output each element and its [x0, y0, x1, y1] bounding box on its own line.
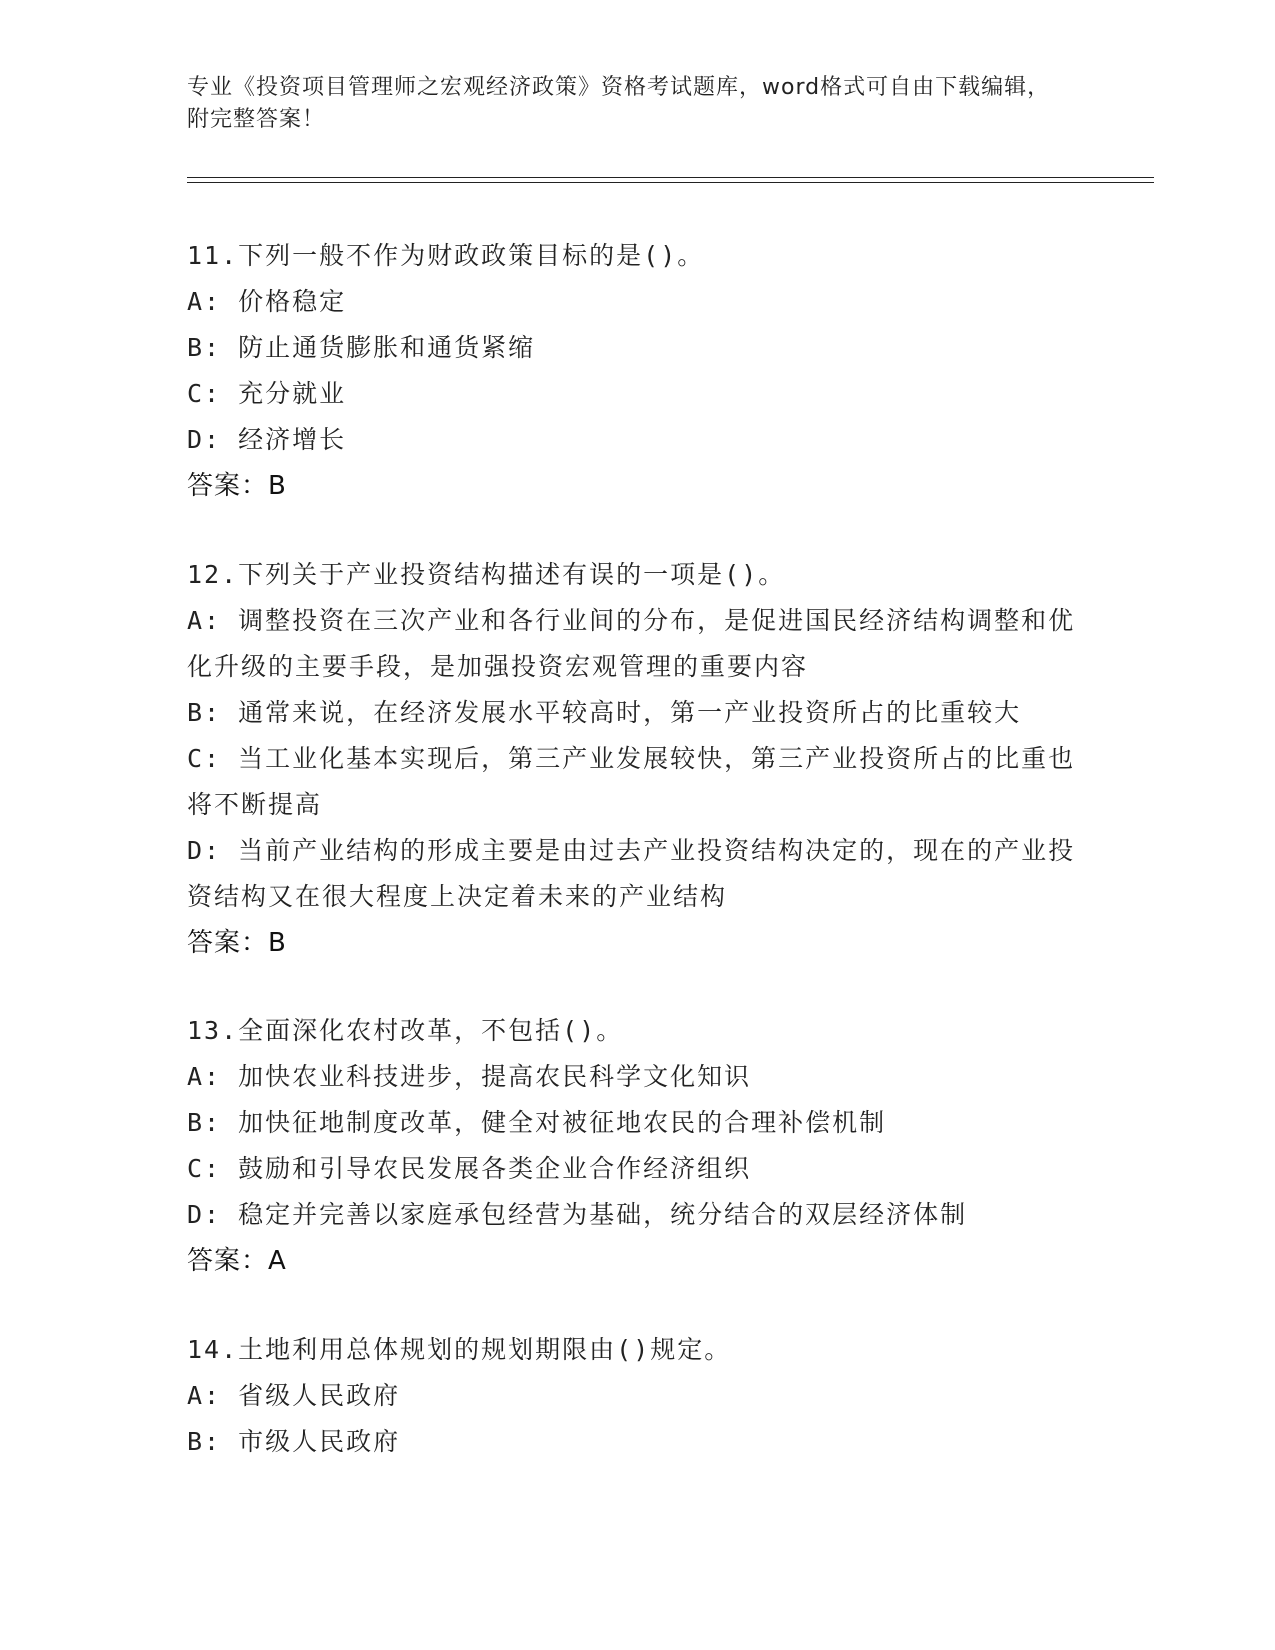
option-a: A: 加快农业科技进步，提高农民科学文化知识: [187, 1062, 752, 1091]
question-stem: 13.全面深化农村改革，不包括()。: [187, 1016, 624, 1045]
document-header: 专业《投资项目管理师之宏观经济政策》资格考试题库，word格式可自由下载编辑，附完整答案！: [187, 75, 1051, 132]
option-b: B: 市级人民政府: [187, 1427, 401, 1456]
question-14: [187, 1327, 1077, 1465]
option-a: A: 调整投资在三次产业和各行业间的分布，是促进国民经济结构调整和优化升级的主要手段，是加强投资宏观管理的重要内容: [187, 606, 1076, 681]
header-divider-bottom: [187, 182, 1154, 183]
option-d: D: 稳定并完善以家庭承包经营为基础，统分结合的双层经济体制: [187, 1200, 968, 1229]
option-c: C: 当工业化基本实现后，第三产业发展较快，第三产业投资所占的比重也将不断提高: [187, 744, 1076, 819]
answer-label: 答案：B: [187, 928, 287, 958]
question-stem: 14.土地利用总体规划的规划期限由()规定。: [187, 1335, 732, 1364]
option-d: D: 当前产业结构的形成主要是由过去产业投资结构决定的，现在的产业投资结构又在很大程度上决定着未来的产业结构: [187, 836, 1076, 911]
answer-label: 答案：A: [187, 1246, 287, 1276]
option-c: C: 充分就业: [187, 379, 347, 408]
header-divider-top: [187, 177, 1154, 178]
option-a: A: 价格稳定: [187, 287, 347, 316]
option-d: D: 经济增长: [187, 425, 347, 454]
question-13: [187, 1008, 1077, 1284]
option-c: C: 鼓励和引导农民发展各类企业合作经济组织: [187, 1154, 752, 1183]
question-stem: 11.下列一般不作为财政政策目标的是()。: [187, 241, 705, 270]
option-b: B: 防止通货膨胀和通货紧缩: [187, 333, 536, 362]
option-b: B: 加快征地制度改革，健全对被征地农民的合理补偿机制: [187, 1108, 887, 1137]
option-a: A: 省级人民政府: [187, 1381, 401, 1410]
question-11: [187, 233, 1077, 509]
option-b: B: 通常来说，在经济发展水平较高时，第一产业投资所占的比重较大: [187, 698, 1022, 727]
question-12: [187, 552, 1077, 966]
answer-label: 答案：B: [187, 471, 287, 501]
question-stem: 12.下列关于产业投资结构描述有误的一项是()。: [187, 560, 786, 589]
